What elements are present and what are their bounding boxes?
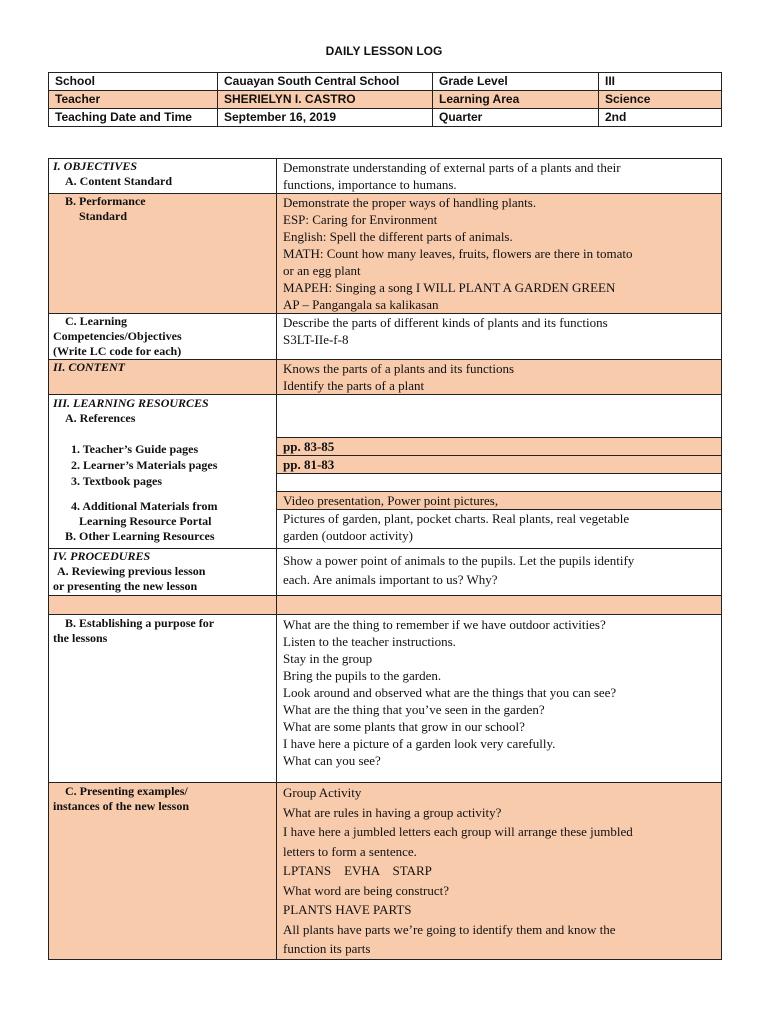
performance-standard-label-cell	[49, 194, 277, 314]
examples-value	[277, 783, 722, 960]
purpose-label-2: the lessons	[53, 631, 108, 645]
performance-line: MATH: Count how many leaves, fruits, flowers are there in tomato	[283, 246, 633, 261]
purpose-line: What are some plants that grow in our school?	[283, 719, 525, 734]
reviewing-line: each. Are animals important to us? Why?	[283, 572, 498, 587]
examples-line: I have here a jumbled letters each group will arrange these jumbled	[283, 824, 633, 839]
competencies-label-cell	[49, 314, 277, 360]
teaching-date-label: Teaching Date and Time	[49, 109, 218, 127]
reviewing-line: Show a power point of animals to the pupils. Let the pupils identify	[283, 553, 635, 568]
row-learning-resources	[49, 395, 722, 549]
resources-label-cell	[49, 395, 277, 549]
teacher-value: SHERIELYN I. CASTRO	[218, 91, 433, 109]
examples-line: What are rules in having a group activity?	[283, 804, 502, 820]
competencies-line: Describe the parts of different kinds of plants and its functions	[283, 315, 608, 330]
school-label: School	[49, 73, 218, 91]
examples-label: C. Presenting examples/	[65, 784, 188, 798]
performance-standard-value	[277, 194, 722, 314]
performance-line: English: Spell the different parts of animals.	[283, 229, 513, 244]
content-standard-value	[277, 159, 722, 194]
header-row-date	[49, 109, 722, 127]
performance-label: B. Performance	[65, 194, 146, 208]
examples-line: What word are being construct?	[283, 882, 450, 898]
row-presenting-examples	[49, 783, 722, 960]
row-learning-competencies	[49, 314, 722, 360]
examples-line: PLANTS HAVE PARTS	[283, 902, 412, 917]
procedures-heading: IV. PROCEDURES	[53, 549, 151, 563]
examples-line: Group Activity	[283, 785, 362, 800]
content-value	[277, 360, 722, 395]
resources-heading: III. LEARNING RESOURCES	[53, 396, 209, 410]
examples-label-cell	[49, 783, 277, 960]
competencies-line: S3LT-IIe-f-8	[283, 332, 349, 347]
learning-area-value: Science	[599, 91, 722, 109]
purpose-line: What are the thing that you’ve seen in the garden?	[283, 702, 545, 717]
references-value	[277, 395, 721, 438]
purpose-line: Stay in the group	[283, 651, 373, 666]
purpose-value	[277, 615, 722, 783]
references-label: A. References	[65, 411, 136, 425]
teachers-guide-value: pp. 83-85	[277, 438, 721, 456]
quarter-value: 2nd	[599, 109, 722, 127]
performance-label-2: Standard	[79, 209, 128, 223]
school-value: Cauayan South Central School	[218, 73, 433, 91]
reviewing-label-2: or presenting the new lesson	[53, 579, 198, 593]
other-resources-label: B. Other Learning Resources	[65, 529, 215, 543]
other-resources-line: Pictures of garden, plant, pocket charts. Real plants, real vegetable	[283, 511, 630, 526]
competencies-label: C. Learning	[65, 314, 128, 328]
textbook-label: 3. Textbook pages	[71, 474, 163, 488]
content-heading: II. CONTENT	[53, 360, 126, 374]
competencies-label: Competencies/Objectives	[53, 329, 182, 343]
examples-line: LPTANS EVHA STARP	[283, 863, 432, 878]
reviewing-label-cell	[49, 549, 277, 596]
row-content	[49, 360, 722, 395]
competencies-value	[277, 314, 722, 360]
row-reviewing-previous-lesson	[49, 549, 722, 596]
header-table	[48, 72, 722, 127]
reviewing-label: A. Reviewing previous lesson	[57, 564, 206, 578]
row-content-standard	[49, 159, 722, 194]
row-establishing-purpose	[49, 615, 722, 783]
objectives-heading: I. OBJECTIVES	[53, 159, 138, 173]
learning-area-label: Learning Area	[433, 91, 599, 109]
learners-materials-value: pp. 81-83	[277, 456, 721, 474]
performance-line: MAPEH: Singing a song I WILL PLANT A GARDEN GREEN	[283, 280, 616, 295]
spacer	[53, 426, 276, 442]
content-line: Identify the parts of a plant	[283, 378, 425, 393]
purpose-label: B. Establishing a purpose for	[65, 616, 215, 630]
purpose-line: Bring the pupils to the garden.	[283, 668, 442, 683]
teaching-date-value: September 16, 2019	[218, 109, 433, 127]
quarter-label: Quarter	[433, 109, 599, 127]
content-line: Knows the parts of a plants and its functions	[283, 361, 515, 376]
purpose-line: I have here a picture of a garden look very carefully.	[283, 736, 556, 751]
grade-level-label: Grade Level	[433, 73, 599, 91]
purpose-label-cell	[49, 615, 277, 783]
examples-line: All plants have parts we’re going to identify them and know the	[283, 921, 616, 937]
reviewing-value	[277, 549, 722, 596]
examples-line: letters to form a sentence.	[283, 843, 417, 859]
competencies-label: (Write LC code for each)	[53, 344, 182, 358]
row-performance-standard	[49, 194, 722, 314]
learners-materials-label: 2. Learner’s Materials pages	[71, 458, 218, 472]
additional-materials-label: 4. Additional Materials from	[71, 499, 218, 513]
content-label-cell	[49, 360, 277, 395]
teachers-guide-label: 1. Teacher’s Guide pages	[71, 442, 199, 456]
textbook-value	[277, 474, 721, 492]
performance-line: ESP: Caring for Environment	[283, 212, 438, 227]
content-standard-line: Demonstrate understanding of external parts of a plants and their	[283, 160, 621, 175]
empty-label-cell	[49, 596, 277, 615]
other-resources-line: garden (outdoor activity)	[283, 528, 413, 543]
purpose-line: Listen to the teacher instructions.	[283, 634, 456, 649]
lesson-table	[48, 158, 722, 960]
examples-line: function its parts	[283, 941, 371, 956]
examples-label-2: instances of the new lesson	[53, 799, 190, 813]
document-title: DAILY LESSON LOG	[325, 44, 443, 58]
additional-materials-label-2: Learning Resource Portal	[79, 514, 212, 528]
resources-value-cell	[277, 395, 722, 549]
purpose-line: What can you see?	[283, 753, 381, 768]
header-row-school	[49, 73, 722, 91]
header-row-teacher	[49, 91, 722, 109]
additional-materials-value: Video presentation, Power point pictures,	[277, 492, 721, 510]
purpose-line: What are the thing to remember if we have outdoor activities?	[283, 617, 606, 632]
content-standard-line: functions, importance to humans.	[283, 177, 457, 192]
performance-line: Demonstrate the proper ways of handling plants.	[283, 195, 537, 210]
teacher-label: Teacher	[49, 91, 218, 109]
grade-level-value: III	[599, 73, 722, 91]
performance-line: AP – Pangangala sa kalikasan	[283, 297, 439, 312]
row-empty	[49, 596, 722, 615]
performance-line: or an egg plant	[283, 263, 361, 278]
content-standard-label-cell	[49, 159, 277, 194]
empty-value-cell	[277, 596, 722, 615]
spacer	[53, 489, 276, 499]
purpose-line: Look around and observed what are the things that you can see?	[283, 685, 617, 700]
content-standard-label: A. Content Standard	[65, 174, 173, 188]
